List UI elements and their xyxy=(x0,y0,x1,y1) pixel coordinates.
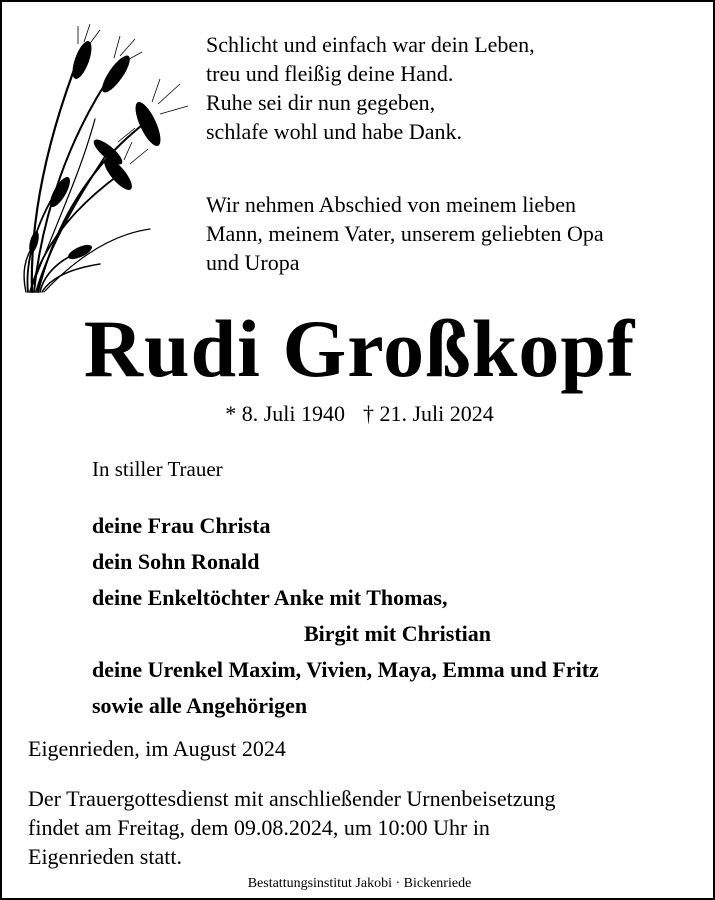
poem-line: Schlicht und einfach war dein Leben, xyxy=(206,32,535,57)
wheat-ears-icon xyxy=(20,24,210,294)
place-date: Eigenrieden, im August 2024 xyxy=(28,736,286,761)
mourning-intro: In stiller Trauer xyxy=(92,457,223,481)
service-line: Eigenrieden statt. xyxy=(28,844,182,869)
intro-line: Wir nehmen Abschied von meinem lieben xyxy=(206,192,576,217)
birth-date: * 8. Juli 1940 xyxy=(225,401,345,426)
poem-line: Ruhe sei dir nun gegeben, xyxy=(206,90,436,115)
mourner-line: deine Urenkel Maxim, Vivien, Maya, Emma und Fritz xyxy=(92,657,599,682)
intro-line: Mann, meinem Vater, unserem geliebten Opa xyxy=(206,221,604,246)
service-line: Der Trauergottesdienst mit anschließender Urnenbeisetzung xyxy=(28,786,556,811)
service-line: findet am Freitag, dem 09.08.2024, um 10:00 Uhr in xyxy=(28,815,490,840)
poem-line: schlafe wohl und habe Dank. xyxy=(206,119,462,144)
mourner-line: Birgit mit Christian xyxy=(304,621,491,646)
funeral-home-credit: Bestattungsinstitut Jakobi · Bickenriede xyxy=(247,876,472,891)
mourner-line: sowie alle Angehörigen xyxy=(92,693,308,718)
life-dates xyxy=(2,400,715,428)
funeral-service-info xyxy=(28,784,708,871)
farewell-intro xyxy=(206,190,604,277)
poem-line: treu und fleißig deine Hand. xyxy=(206,61,454,86)
mourner-line: deine Enkeltöchter Anke mit Thomas, xyxy=(92,585,448,610)
mourner-line: dein Sohn Ronald xyxy=(92,549,260,574)
mourners-list xyxy=(92,508,599,724)
deceased-name: Rudi Großkopf xyxy=(83,303,636,394)
intro-line: und Uropa xyxy=(206,250,300,275)
death-date: † 21. Juli 2024 xyxy=(363,401,494,426)
poem-verse xyxy=(206,30,535,146)
mourner-line: deine Frau Christa xyxy=(92,513,271,538)
